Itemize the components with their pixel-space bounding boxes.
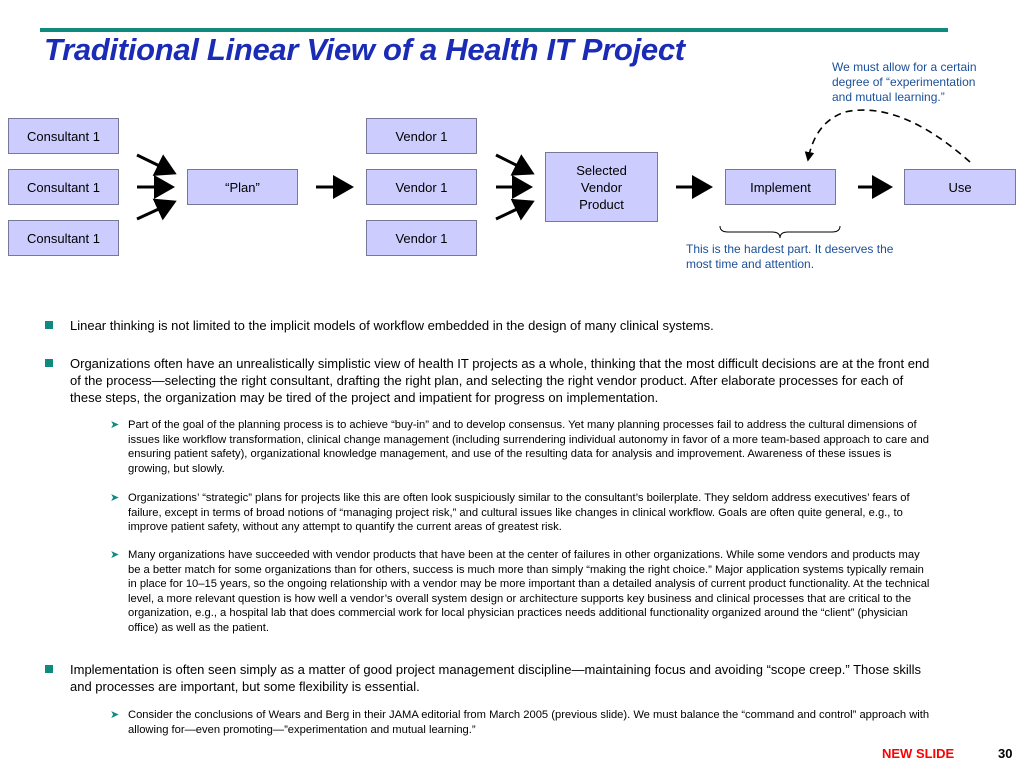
bullet-text: Organizations often have an unrealistically simplistic view of health IT projects as a whole, thinking that the most difficult decisions are at the front end of the process—selecting the right consultant, drafting the right plan, and selecting the right vendor product. After elaborate processes for each of these steps, the organization may be tired of the project and impatient for progress on implementation.	[70, 356, 930, 405]
subbullet-text: Many organizations have succeeded with vendor products that have been at the center of failures in other organizations. While some vendors and products may be a better match for some organizations than for others, success is much more than simply “making the right choice.” Major application systems typically remain in place for 10–15 years, so the ongoing relationship with a vendor may be more important than a detailed analysis of current product functionality. At the technical level, a more relevant question is how well a vendor’s overall system design or architecture supports key business and clinical processes that are critical to the organization, e.g., a hospital lab that does commercial work for local physician practices needs additional functionality organized around the “client” (physician office) as well as the patient.	[128, 549, 930, 634]
subbullet-text: Consider the conclusions of Wears and Berg in their JAMA editorial from March 2005 (previous slide). We must balance the “command and control” approach with allowing for—even promoting—”experimentation and mutual learning.”	[128, 709, 930, 736]
box-plan: “Plan”	[187, 169, 298, 205]
note-experimentation: We must allow for a certain degree of “experimentation and mutual learning.”	[832, 60, 977, 104]
bullet-item	[70, 317, 950, 334]
subbullet-text: Organizations’ “strategic” plans for projects like this are often look suspiciously similar to the consultant’s boilerplate. They seldom address executives’ fears of failure, except in terms of broad notions of “managing project risk,” and cultural issues like changes in clinical workflow. Goals are often quite general, e.g., to improve patient safety, without any attempt to quantify the current areas of greatest risk.	[128, 492, 910, 534]
subbullet-item	[110, 418, 933, 476]
box-consultant-3: Consultant 1	[8, 220, 119, 256]
slide-title: Traditional Linear View of a Health IT Project	[44, 32, 685, 67]
bullet-text: Linear thinking is not limited to the implicit models of workflow embedded in the design of many clinical systems.	[70, 318, 714, 333]
box-consultant-2: Consultant 1	[8, 169, 119, 205]
arrow-v1-selected	[496, 155, 532, 173]
subbullet-text: Part of the goal of the planning process is to achieve “buy-in” and to develop consensus. Yet many planning processes fail to address the cultural dimensions of issues like workflow transformation, clinical change management (including surrendering individual autonomy in favor of a more team-based approach to care and ensuring patient safety), organizational knowledge management, and use of the resulting data for analysis and improvement. Awareness of these issues is growing, but slowly.	[128, 419, 929, 475]
square-bullet-icon	[45, 665, 53, 673]
subbullet-item	[110, 548, 933, 636]
box-vendor-1: Vendor 1	[366, 118, 477, 154]
new-slide-label: NEW SLIDE	[882, 746, 955, 761]
subbullet-item	[110, 491, 933, 535]
box-consultant-1: Consultant 1	[8, 118, 119, 154]
box-vendor-2: Vendor 1	[366, 169, 477, 205]
arrow-bullet-icon: ➤	[110, 492, 120, 504]
box-use: Use	[904, 169, 1016, 205]
brace-under-implement	[720, 226, 840, 238]
dashed-feedback-curve	[808, 110, 970, 162]
arrow-v3-selected	[496, 202, 532, 219]
note-hardest-part: This is the hardest part. It deserves the most time and attention.	[686, 242, 894, 271]
bullet-item	[70, 661, 932, 695]
bullet-item	[70, 355, 932, 406]
box-implement: Implement	[725, 169, 836, 205]
arrow-c3-plan	[137, 202, 174, 219]
box-selected-vendor-product: Selected Vendor Product	[545, 152, 658, 222]
arrow-bullet-icon: ➤	[110, 709, 120, 721]
box-vendor-3: Vendor 1	[366, 220, 477, 256]
subbullet-item	[110, 708, 933, 737]
square-bullet-icon	[45, 359, 53, 367]
page-number: 30	[998, 746, 1013, 761]
arrow-bullet-icon: ➤	[110, 549, 120, 561]
bullet-text: Implementation is often seen simply as a matter of good project management discipline—maintaining focus and avoiding “scope creep.” Those skills and processes are important, but some flexibility is essential.	[70, 662, 921, 694]
arrow-bullet-icon: ➤	[110, 419, 120, 431]
square-bullet-icon	[45, 321, 53, 329]
arrow-c1-plan	[137, 155, 174, 173]
